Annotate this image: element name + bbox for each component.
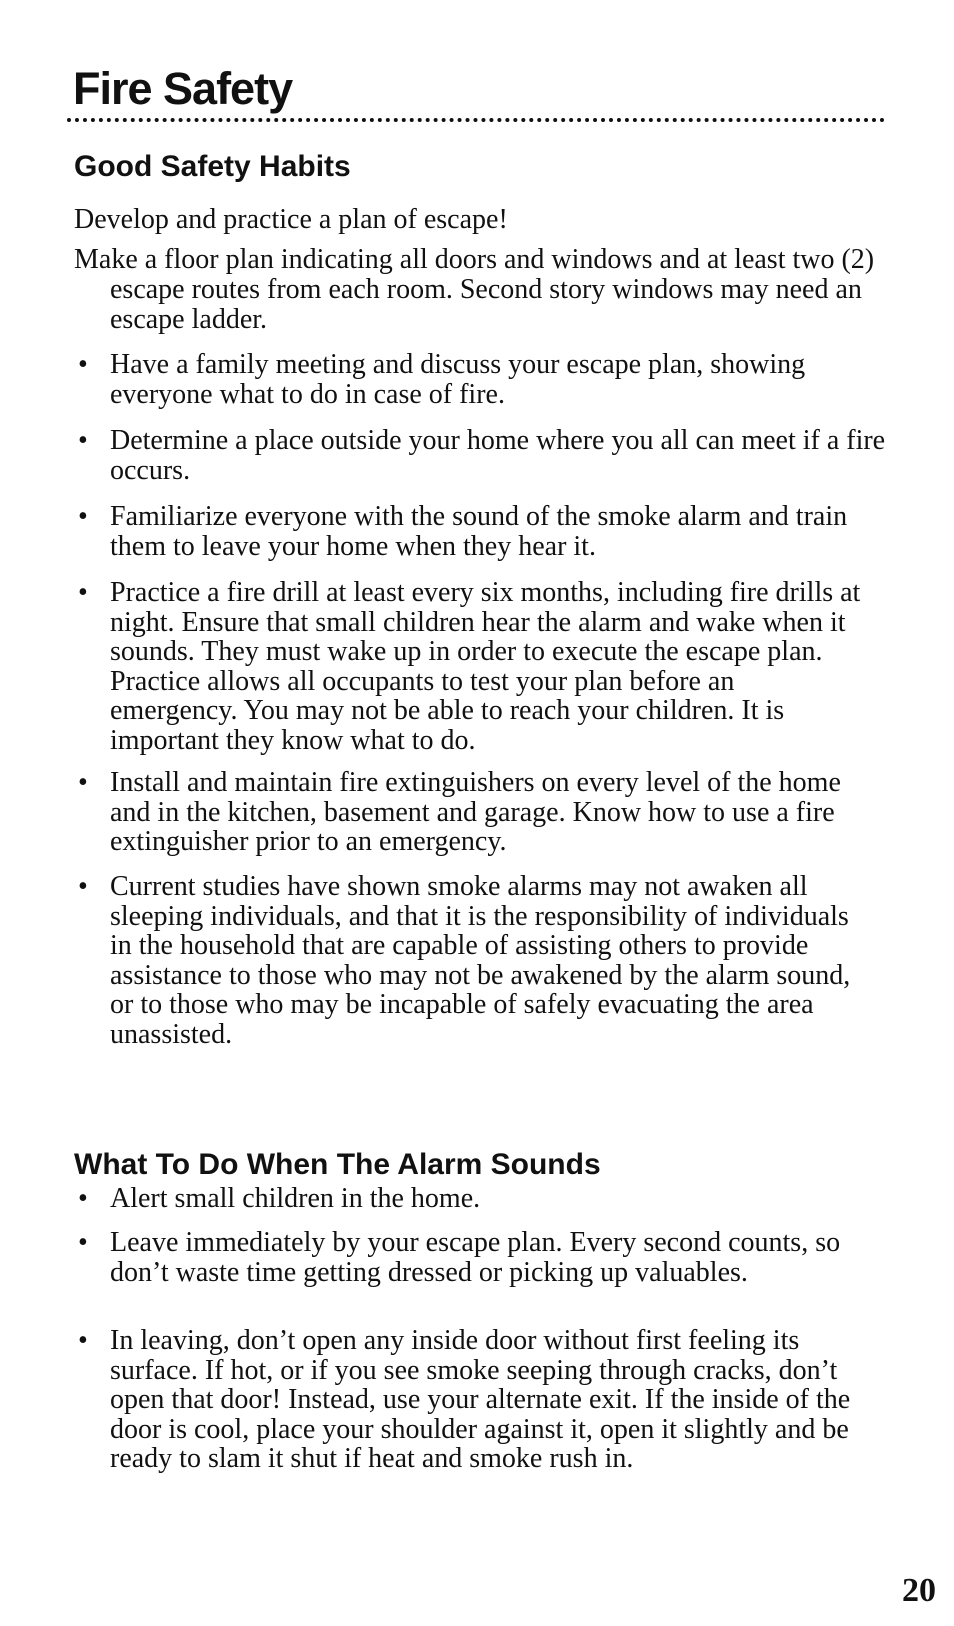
list-item-text: Leave immediately by your escape plan. Every second counts, so don’t waste time getting dressed or picking up valuables. [110, 1227, 841, 1288]
list-item [74, 872, 874, 1049]
list-item [74, 768, 874, 857]
list-item-text: Have a family meeting and discuss your escape plan, showing everyone what to do in case of fire. [110, 349, 806, 410]
bullet-icon: • [78, 1325, 88, 1356]
list-item [74, 426, 894, 485]
bullet-icon: • [78, 425, 88, 456]
bullet-icon: • [78, 871, 88, 902]
list-item-text: Install and maintain fire extinguishers on every level of the home and in the kitchen, basement and garage. Know how to use a fire extinguisher prior to an emergency. [110, 767, 841, 857]
list-item [74, 1228, 894, 1287]
list-item-text: Current studies have shown smoke alarms may not awaken all sleeping individuals, and that it is the responsibility of individuals in the household that are capable of assisting others to provide assistance to those who may not be awakened by the alarm sound, or to those who may be incapable of safely evacuating the area unassisted. [110, 871, 851, 1050]
list-item [74, 578, 864, 755]
bullet-icon: • [78, 767, 88, 798]
bullet-icon: • [78, 349, 88, 380]
page-number: 20 [902, 1572, 936, 1609]
bullet-icon: • [78, 1183, 88, 1214]
title-divider [67, 118, 885, 122]
bullet-icon: • [78, 1227, 88, 1258]
section-heading-safety-habits: Good Safety Habits [74, 150, 351, 183]
list-item-text: Practice a fire drill at least every six months, including fire drills at night. Ensure that small children hear the alarm and wake when it sounds. They must wake up in order to execute the escape plan. Practice allows all occupants to test your plan before an emergency. You may not be able to reach your children. It is important they know what to do. [110, 577, 861, 756]
escape-plan-subheading: Develop and practice a plan of escape! [74, 204, 508, 235]
list-item [74, 1326, 894, 1474]
list-item-text: In leaving, don’t open any inside door without first feeling its surface. If hot, or if you see smoke seeping through cracks, don’t open that door! Instead, use your alternate exit. If the inside of the door is cool, place your shoulder against it, open it slightly and be ready to slam it shut if heat and smoke rush in. [110, 1325, 851, 1474]
list-item-text: Alert small children in the home. [110, 1183, 481, 1214]
bullet-icon: • [78, 577, 88, 608]
page-title: Fire Safety [73, 63, 293, 114]
list-item [74, 1184, 894, 1214]
list-item-text: Determine a place outside your home where you all can meet if a fire occurs. [110, 425, 886, 486]
list-item [74, 502, 894, 561]
list-item [74, 350, 894, 409]
floor-plan-paragraph: Make a floor plan indicating all doors and windows and at least two (2) escape routes from each room. Second story windows may need an escape ladder. [74, 244, 875, 335]
bullet-icon: • [78, 501, 88, 532]
list-item-text: Familiarize everyone with the sound of the smoke alarm and train them to leave your home when they hear it. [110, 501, 848, 562]
section-heading-alarm-sounds: What To Do When The Alarm Sounds [74, 1148, 601, 1181]
